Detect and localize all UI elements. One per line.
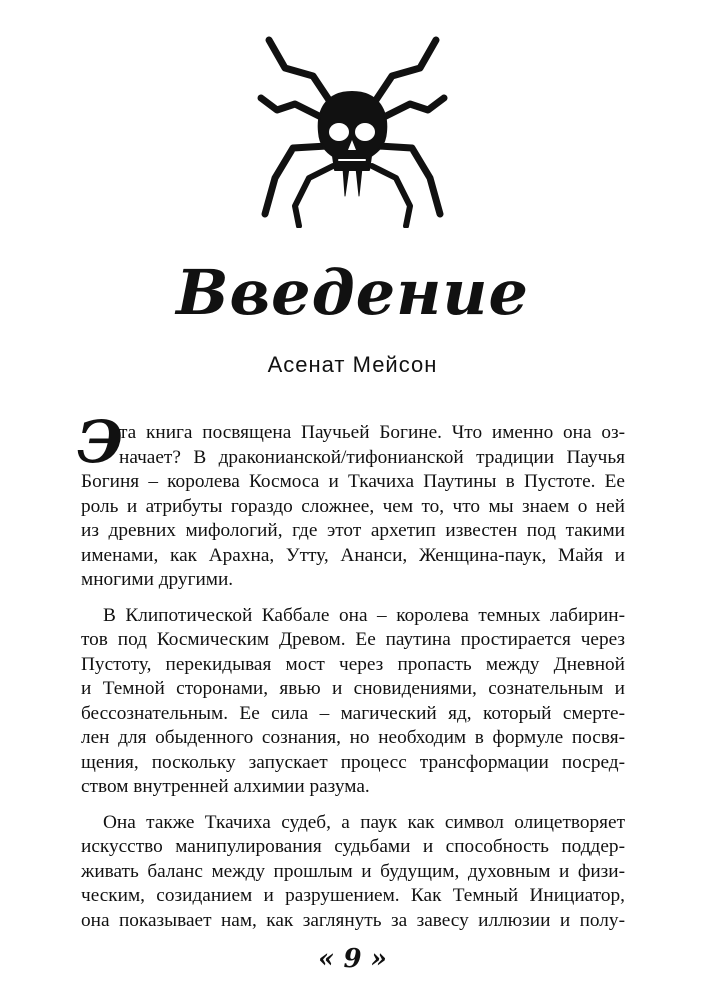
text-line: Пустоту, перекидывая мост через пропасть между Дневной bbox=[81, 653, 625, 675]
text-line: она показывает нам, как заглянуть за завесу иллюзии и полу- bbox=[81, 909, 625, 931]
text-line: лен для обыденного сознания, но необходим в формуле посвя- bbox=[81, 727, 625, 748]
paragraph bbox=[81, 604, 625, 800]
text-line: Она также Ткачиха судеб, а паук как символ олицетворяет bbox=[103, 811, 625, 833]
spider-skull-icon bbox=[255, 28, 450, 228]
text-line: щения, поскольку запускает процесс трансформации посред- bbox=[81, 751, 625, 773]
text-line: та книга посвящена Паучьей Богине. Что именно она оз- bbox=[119, 422, 625, 443]
text-line: В Клипотической Каббале она – королева темных лабирин- bbox=[103, 604, 625, 626]
paragraph bbox=[81, 421, 625, 593]
text-line: Богиня – королева Космоса и Ткачиха Паутины в Пустоте. Ее bbox=[81, 471, 625, 492]
text-line: ческим, созиданием и разрушением. Как Темный Инициатор, bbox=[81, 885, 625, 906]
text-line: и Темной сторонами, явью и сновидениями, сознательным и bbox=[81, 678, 625, 699]
text-line: ством внутренней алхимии разума. bbox=[81, 776, 370, 797]
text-line: живать баланс между прошлым и будущим, духовным и физи- bbox=[81, 860, 625, 882]
text-line: бессознательным. Ее сила – магический яд, который смертe- bbox=[81, 702, 625, 724]
paragraph bbox=[81, 811, 625, 934]
text-line: тов под Космическим Древом. Ее паутина простирается через bbox=[81, 629, 625, 650]
text-line: начает? В драконианской/тифонианской традиции Паучья bbox=[119, 446, 625, 468]
page-number: « 9 » bbox=[318, 944, 387, 974]
text-line: именами, как Арахна, Утту, Ананси, Женщина-паук, Майя и bbox=[81, 544, 625, 566]
author-name: Асенат Мейсон bbox=[267, 352, 438, 377]
drop-cap: Э bbox=[77, 408, 124, 476]
text-line: искусство манипулирования судьбами и способность поддер- bbox=[81, 836, 625, 857]
text-line: многими другими. bbox=[81, 569, 234, 590]
body-text bbox=[81, 421, 625, 933]
text-line: роль и атрибуты гораздо сложнее, чем то, что мы знаем о ней bbox=[81, 495, 625, 517]
chapter-title: Введение bbox=[176, 256, 529, 329]
text-line: из древних мифологий, где этот архетип известен под такими bbox=[81, 520, 625, 541]
